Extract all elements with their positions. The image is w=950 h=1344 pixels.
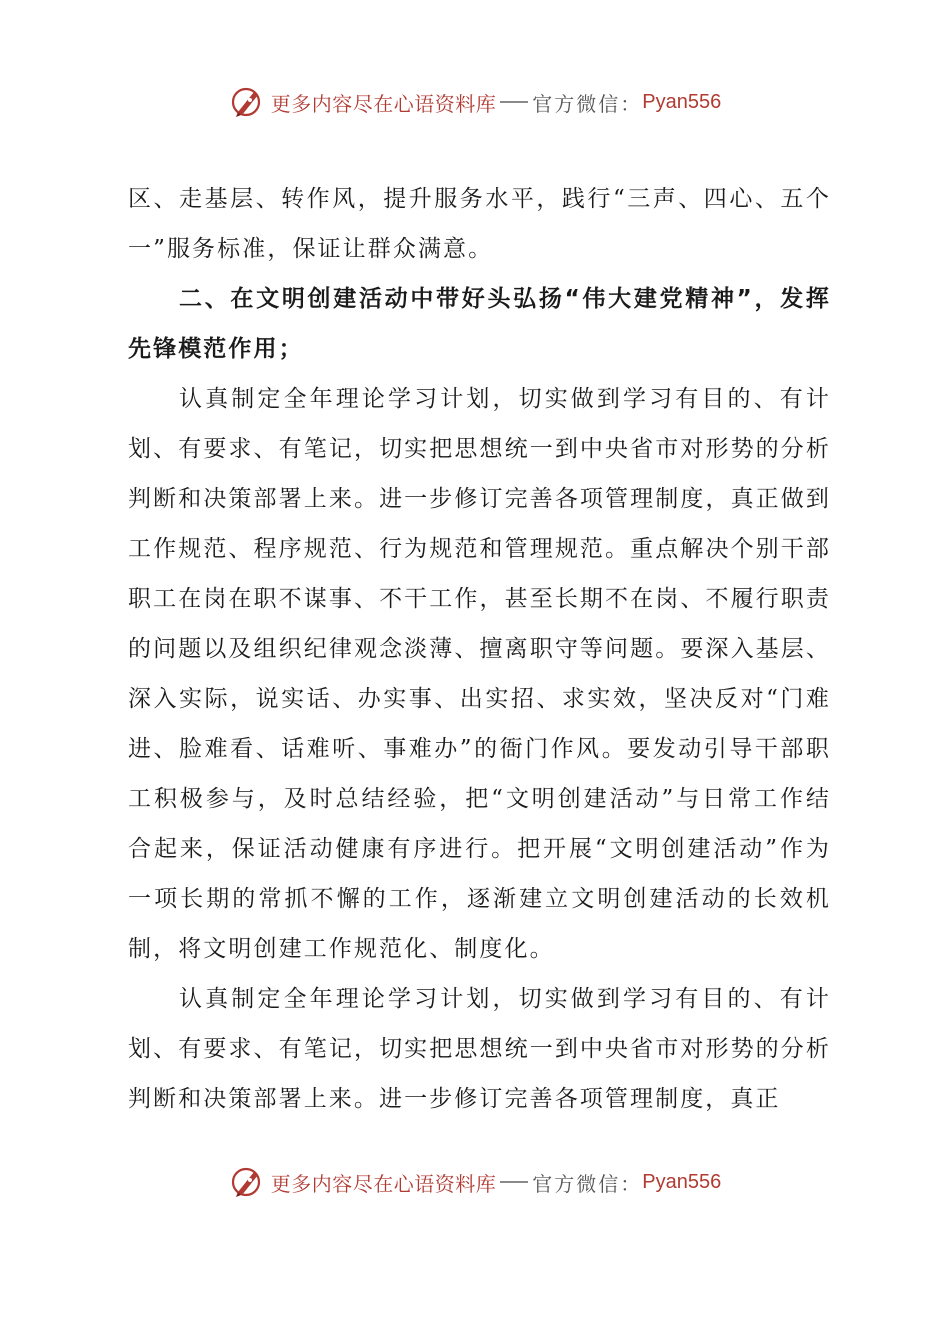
banner-dash (500, 101, 528, 103)
footer-banner (0, 1162, 950, 1202)
section-heading-2: 二、在文明创建活动中带好头弘扬“伟大建党精神”，发挥先锋模范作用； (128, 286, 831, 362)
paragraph-continued: 区、走基层、转作风，提升服务水平，践行“三声、四心、五个一”服务标准，保证让群众满意。 (128, 186, 831, 262)
pen-logo-icon (229, 1164, 265, 1200)
header-banner (0, 82, 950, 122)
banner-brand-text: 更多内容尽在心语资料库 (270, 91, 497, 116)
paragraph-2: 认真制定全年理论学习计划，切实做到学习有目的、有计划、有要求、有笔记，切实把思想统一到中央省市对形势的分析判断和决策部署上来。进一步修订完善各项管理制度，真正 (128, 986, 831, 1112)
banner-dash (500, 1181, 528, 1183)
banner-official-label: 官方微信： (532, 91, 643, 116)
paragraph-1: 认真制定全年理论学习计划，切实做到学习有目的、有计划、有要求、有笔记，切实把思想统一到中央省市对形势的分析判断和决策部署上来。进一步修订完善各项管理制度，真正做到工作规范、程序规范、行为规范和管理规范。重点解决个别干部职工在岗在职不谋事、不干工作，甚至长期不在岗、不履行职责的问题以及组织纪律观念淡薄、擅离职守等问题。要深入基层、深入实际，说实话、办实事、出实招、求实效，坚决反对“门难进、脸难看、话难听、事难办”的衙门作风。要发动引导干部职工积极参与，及时总结经验，把“文明创建活动”与日常工作结合起来，保证活动健康有序进行。把开展“文明创建活动”作为一项长期的常抓不懈的工作，逐渐建立文明创建活动的长效机制，将文明创建工作规范化、制度化。 (128, 386, 831, 962)
pen-logo-icon (229, 84, 265, 120)
banner-official-label: 官方微信： (532, 1171, 643, 1196)
document-body (128, 174, 831, 1124)
banner-brand-text: 更多内容尽在心语资料库 (270, 1171, 497, 1196)
banner-wechat-id: Pyan556 (642, 90, 722, 113)
banner-wechat-id: Pyan556 (642, 1170, 722, 1193)
